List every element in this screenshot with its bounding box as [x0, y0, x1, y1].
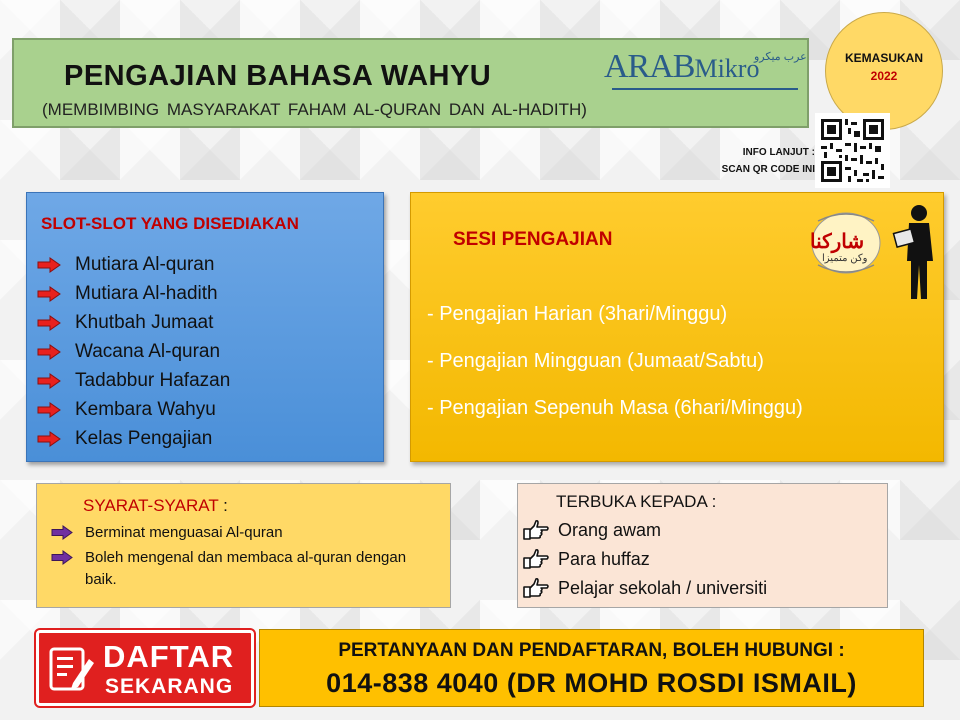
- logo-small-text: Mikro: [694, 54, 760, 83]
- open-to-item-label: Para huffaz: [558, 549, 650, 569]
- slot-item-label: Wacana Al-quran: [75, 341, 221, 362]
- open-to-item-label: Pelajar sekolah / universiti: [558, 578, 768, 598]
- open-to-panel: [517, 483, 888, 608]
- slot-item-label: Khutbah Jumaat: [75, 312, 214, 333]
- slot-item-label: Mutiara Al-quran: [75, 254, 215, 275]
- slot-item: [37, 310, 367, 336]
- requirements-title: [83, 496, 228, 516]
- open-to-item: [522, 547, 882, 573]
- person-silhouette-icon: [883, 201, 943, 301]
- qr-code-graphic: [815, 113, 890, 188]
- session-item: - Pengajian Sepenuh Masa (6hari/Minggu): [427, 397, 803, 419]
- red-arrow-icon: [37, 257, 61, 273]
- contact-phone[interactable]: 014-838 4040 (DR MOHD ROSDI ISMAIL): [326, 668, 857, 698]
- open-to-item: [522, 518, 882, 544]
- logo-arabic-text: عرب ميكرو: [754, 51, 807, 63]
- contact-heading: PERTANYAAN DAN PENDAFTARAN, BOLEH HUBUNGI :: [338, 640, 845, 661]
- badge-year: 2022: [870, 69, 898, 83]
- slot-item: [37, 426, 367, 452]
- form-pen-icon: [49, 645, 95, 693]
- pointing-hand-icon: [522, 548, 550, 570]
- red-arrow-icon: [37, 373, 61, 389]
- slot-item-label: Kembara Wahyu: [75, 399, 216, 420]
- slot-item: [37, 397, 367, 423]
- open-to-title: TERBUKA KEPADA :: [556, 492, 717, 511]
- requirement-item-label: Boleh mengenal dan membaca al-quran dengan baik.: [85, 549, 407, 588]
- header-banner: [12, 38, 809, 128]
- sessions-panel: [410, 192, 944, 462]
- requirements-title-text: SYARAT-SYARAT: [83, 496, 219, 515]
- logo-main-text: ARAB: [604, 48, 695, 85]
- open-to-item: [522, 576, 882, 602]
- slot-item: [37, 281, 367, 307]
- requirements-panel: [36, 483, 451, 608]
- session-item: - Pengajian Harian (3hari/Minggu): [427, 303, 728, 325]
- sharikna-logo: [804, 207, 884, 277]
- contact-panel: [259, 629, 924, 707]
- requirements-title-colon: :: [218, 496, 228, 515]
- page-title: PENGAJIAN BAHASA WAHYU: [64, 60, 492, 92]
- qr-info-line2: SCAN QR CODE INI: [721, 164, 815, 175]
- sessions-title: SESI PENGAJIAN: [453, 229, 613, 250]
- red-arrow-icon: [37, 344, 61, 360]
- slots-title: SLOT-SLOT YANG DISEDIAKAN: [41, 214, 299, 233]
- page-subtitle: (MEMBIMBING MASYARAKAT FAHAM AL-QURAN DAN AL-HADITH): [42, 100, 587, 119]
- slot-item-label: Tadabbur Hafazan: [75, 370, 231, 391]
- pointing-hand-icon: [522, 519, 550, 541]
- slot-item: [37, 252, 367, 278]
- sharikna-subtext: وكن متميزا: [822, 253, 868, 264]
- session-item: - Pengajian Mingguan (Jumaat/Sabtu): [427, 350, 764, 372]
- red-arrow-icon: [37, 315, 61, 331]
- sharikna-text: شاركنا: [810, 231, 865, 253]
- register-button-line2: SEKARANG: [105, 675, 234, 698]
- qr-info-text: [660, 144, 815, 178]
- pointing-hand-icon: [522, 577, 550, 599]
- badge-label: KEMASUKAN: [845, 51, 923, 65]
- slots-panel: [26, 192, 384, 462]
- slot-item-label: Mutiara Al-hadith: [75, 283, 218, 304]
- purple-arrow-icon: [51, 550, 73, 565]
- qr-info-line1: INFO LANJUT :: [742, 147, 815, 158]
- open-to-item-label: Orang awam: [558, 520, 662, 540]
- slot-item-label: Kelas Pengajian: [75, 428, 213, 449]
- red-arrow-icon: [37, 431, 61, 447]
- qr-code-icon[interactable]: [815, 113, 890, 188]
- purple-arrow-icon: [51, 525, 73, 540]
- register-button-line1: DAFTAR: [103, 639, 235, 674]
- slot-item: [37, 368, 367, 394]
- register-now-button[interactable]: [36, 630, 254, 706]
- slot-item: [37, 339, 367, 365]
- red-arrow-icon: [37, 286, 61, 302]
- red-arrow-icon: [37, 402, 61, 418]
- logo-underline: [612, 88, 798, 90]
- requirement-item-label: Berminat menguasai Al-quran: [85, 524, 283, 541]
